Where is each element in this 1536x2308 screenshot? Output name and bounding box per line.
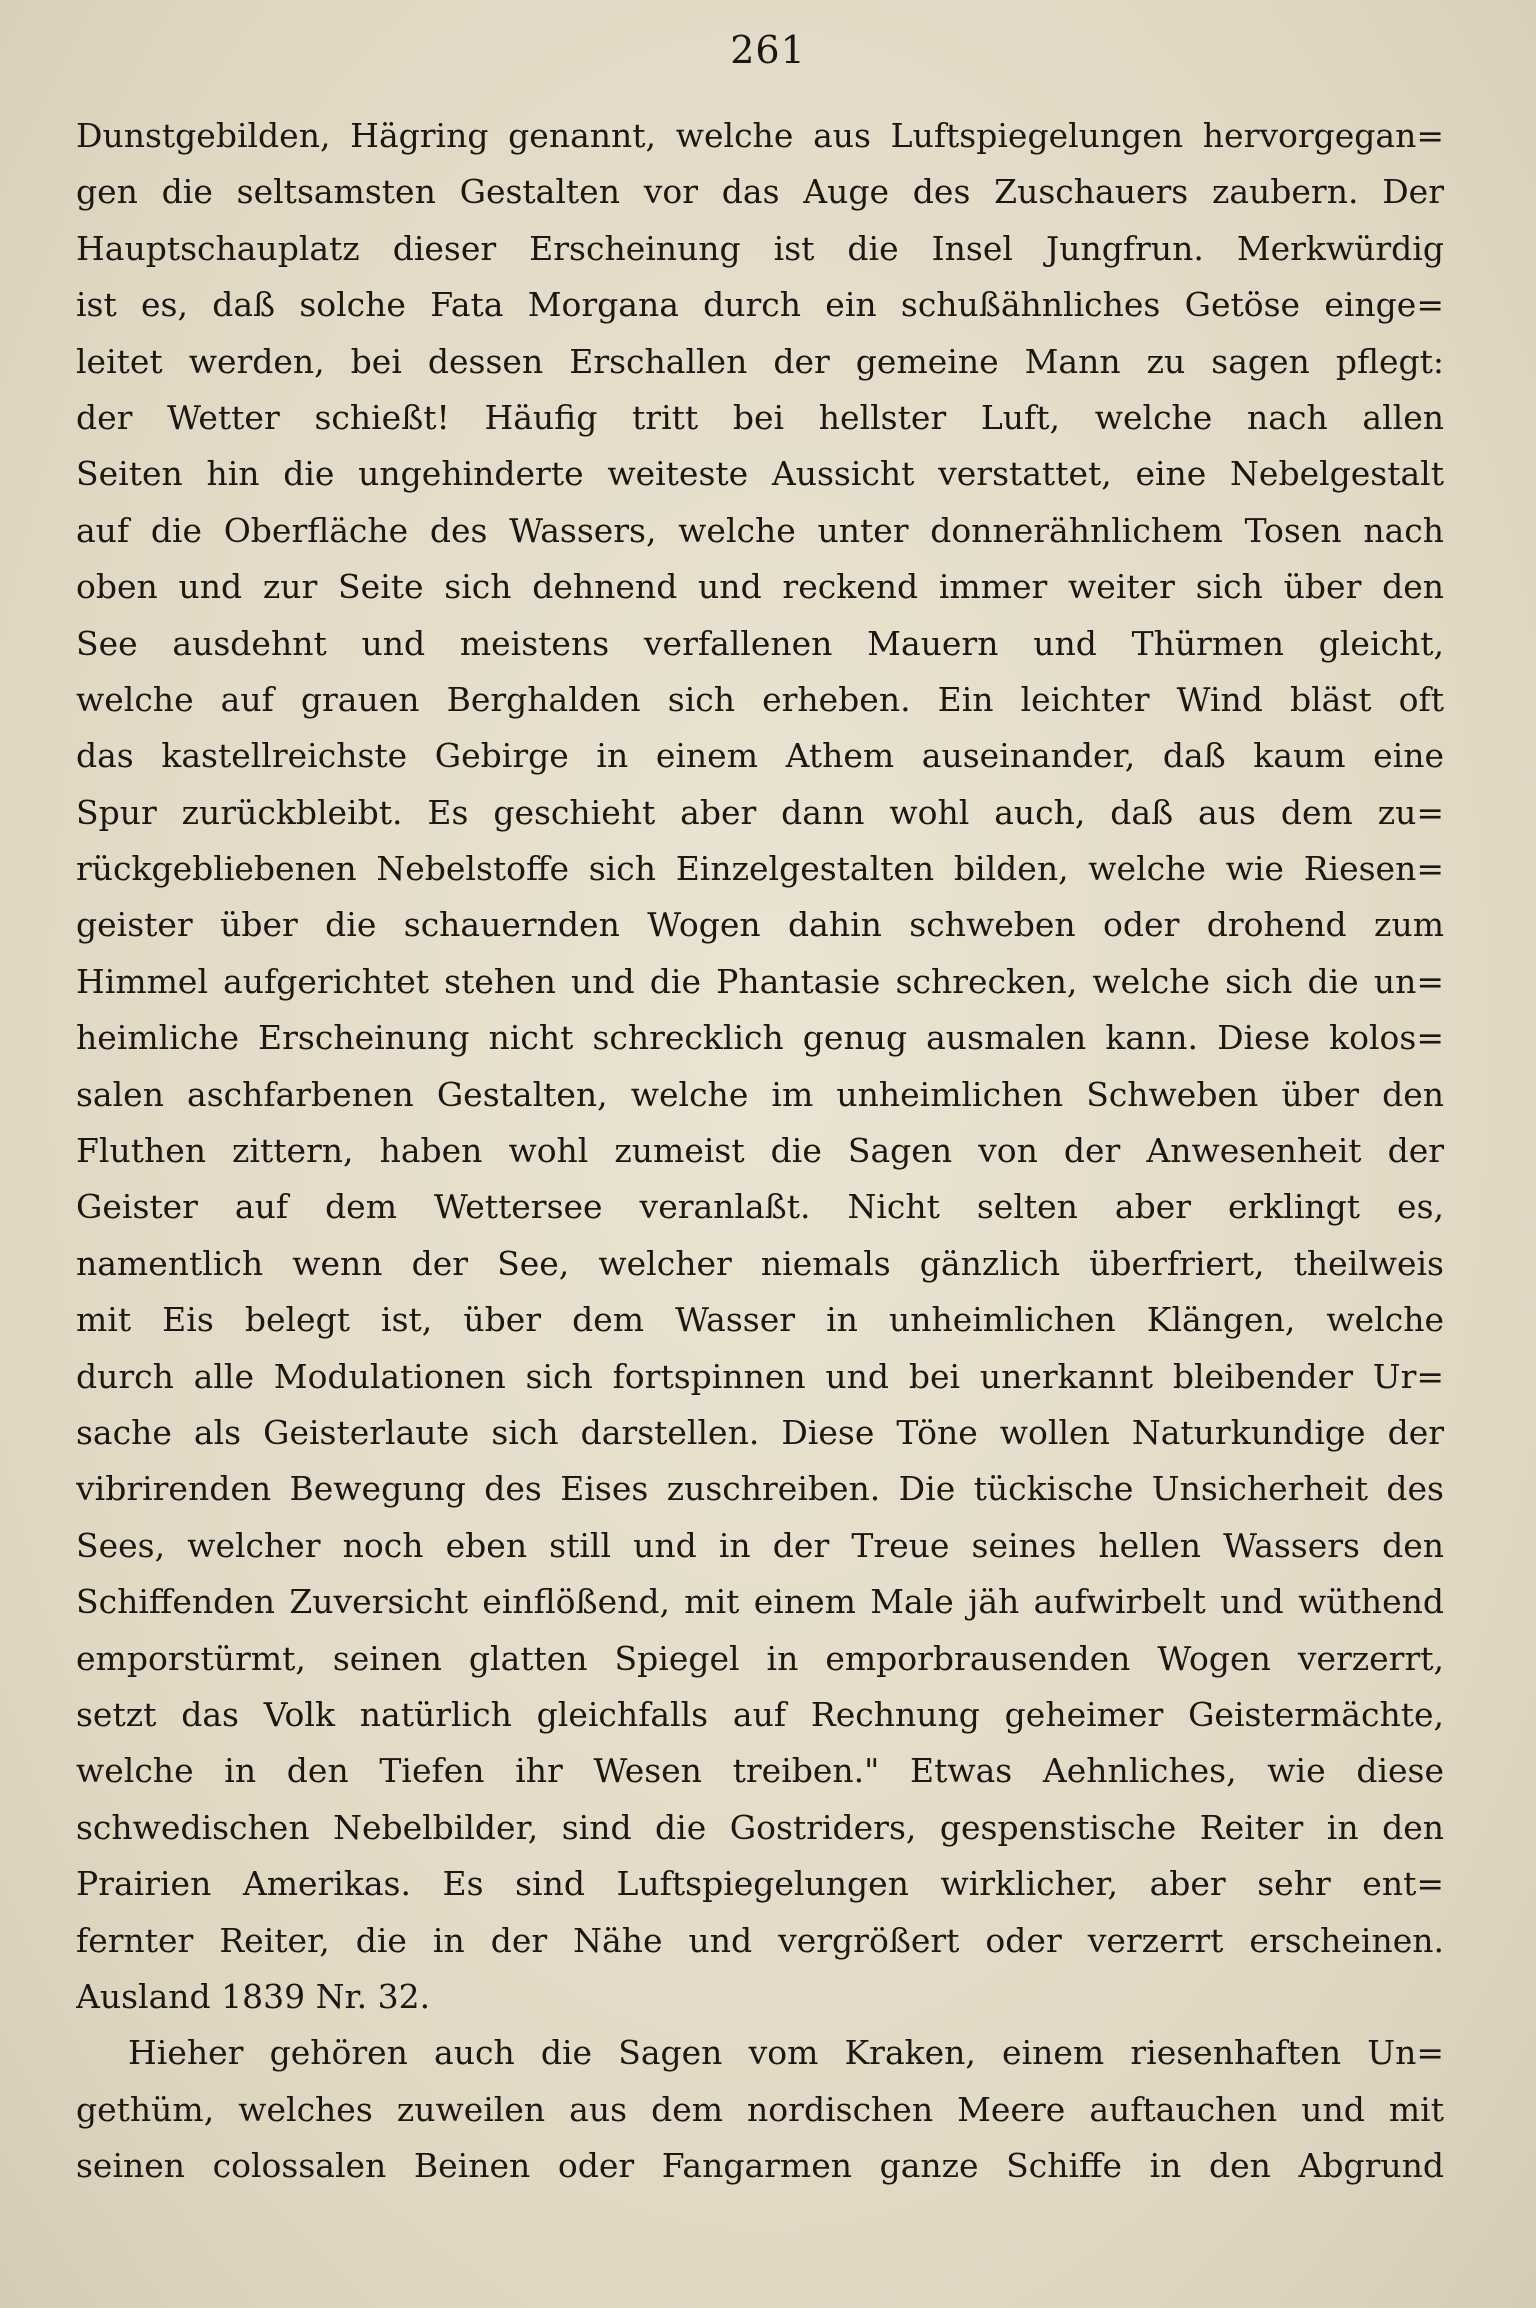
text-line: durch alle Modulationen sich fortspinnen und bei unerkannt bleibender Ur=: [76, 1356, 1444, 1396]
text-line: Himmel aufgerichtet stehen und die Phantasie schrecken, welche sich die un=: [76, 961, 1444, 1001]
body-text: [76, 108, 1444, 2194]
text-line: auf die Oberfläche des Wassers, welche unter donnerähnlichem Tosen nach: [76, 510, 1444, 550]
text-line: der Wetter schießt! Häufig tritt bei hellster Luft, welche nach allen: [76, 397, 1444, 437]
text-line: ist es, daß solche Fata Morgana durch ein schußähnliches Getöse einge=: [76, 285, 1444, 325]
text-line: See ausdehnt und meistens verfallenen Mauern und Thürmen gleicht,: [76, 623, 1444, 663]
text-line: welche in den Tiefen ihr Wesen treiben." Etwas Aehnliches, wie diese: [76, 1751, 1444, 1791]
paragraph-2: [76, 2025, 1444, 2194]
text-line: salen aschfarbenen Gestalten, welche im unheimlichen Schweben über den: [76, 1074, 1444, 1114]
text-line: setzt das Volk natürlich gleichfalls auf Rechnung geheimer Geistermächte,: [76, 1694, 1444, 1734]
text-line: Sees, welcher noch eben still und in der Treue seines hellen Wassers den: [76, 1525, 1444, 1565]
text-line: das kastellreichste Gebirge in einem Athem auseinander, daß kaum eine: [76, 736, 1444, 776]
text-line: heimliche Erscheinung nicht schrecklich genug ausmalen kann. Diese kolos=: [76, 1018, 1444, 1058]
text-line: Ausland 1839 Nr. 32.: [76, 1976, 431, 2016]
text-line: Hieher gehören auch die Sagen vom Kraken, einem riesenhaften Un=: [128, 2033, 1444, 2073]
text-line: Schiffenden Zuversicht einflößend, mit einem Male jäh aufwirbelt und wüthend: [76, 1582, 1444, 1622]
text-line: Dunstgebilden, Hägring genannt, welche aus Luftspiegelungen hervorgegan=: [76, 116, 1444, 155]
text-line: welche auf grauen Berghalden sich erheben. Ein leichter Wind bläst oft: [76, 679, 1444, 719]
text-line: schwedischen Nebelbilder, sind die Gostriders, gespenstische Reiter in den: [76, 1807, 1444, 1847]
text-line: leitet werden, bei dessen Erschallen der gemeine Mann zu sagen pflegt:: [76, 341, 1444, 381]
text-line: Seiten hin die ungehinderte weiteste Aussicht verstattet, eine Nebelgestalt: [76, 454, 1444, 494]
text-line: Prairien Amerikas. Es sind Luftspiegelungen wirklicher, aber sehr ent=: [76, 1864, 1444, 1904]
text-line: rückgebliebenen Nebelstoffe sich Einzelgestalten bilden, welche wie Riesen=: [76, 849, 1444, 889]
text-line: emporstürmt, seinen glatten Spiegel in emporbrausenden Wogen verzerrt,: [76, 1638, 1444, 1678]
text-line: Hauptschauplatz dieser Erscheinung ist die Insel Jungfrun. Merkwürdig: [76, 228, 1444, 268]
text-line: geister über die schauernden Wogen dahin schweben oder drohend zum: [76, 905, 1444, 945]
text-line: Fluthen zittern, haben wohl zumeist die Sagen von der Anwesenheit der: [76, 1131, 1444, 1171]
text-line: oben und zur Seite sich dehnend und reckend immer weiter sich über den: [76, 567, 1444, 607]
text-line: fernter Reiter, die in der Nähe und vergrößert oder verzerrt erscheinen.: [76, 1920, 1444, 1960]
text-line: seinen colossalen Beinen oder Fangarmen ganze Schiffe in den Abgrund: [76, 2146, 1444, 2186]
text-line: gethüm, welches zuweilen aus dem nordischen Meere auftauchen und mit: [76, 2089, 1444, 2129]
text-line: vibrirenden Bewegung des Eises zuschreiben. Die tückische Unsicherheit des: [76, 1469, 1444, 1509]
text-line: Spur zurückbleibt. Es geschieht aber dann wohl auch, daß aus dem zu=: [76, 792, 1444, 832]
paragraph-1: [76, 108, 1444, 2025]
text-line: mit Eis belegt ist, über dem Wasser in unheimlichen Klängen, welche: [76, 1300, 1444, 1340]
text-line: Geister auf dem Wettersee veranlaßt. Nicht selten aber erklingt es,: [76, 1187, 1444, 1227]
text-line: namentlich wenn der See, welcher niemals gänzlich überfriert, theilweis: [76, 1243, 1444, 1283]
text-line: sache als Geisterlaute sich darstellen. Diese Töne wollen Naturkundige der: [76, 1412, 1444, 1452]
text-line: gen die seltsamsten Gestalten vor das Auge des Zuschauers zaubern. Der: [76, 172, 1444, 212]
page-number: 261: [730, 28, 806, 72]
